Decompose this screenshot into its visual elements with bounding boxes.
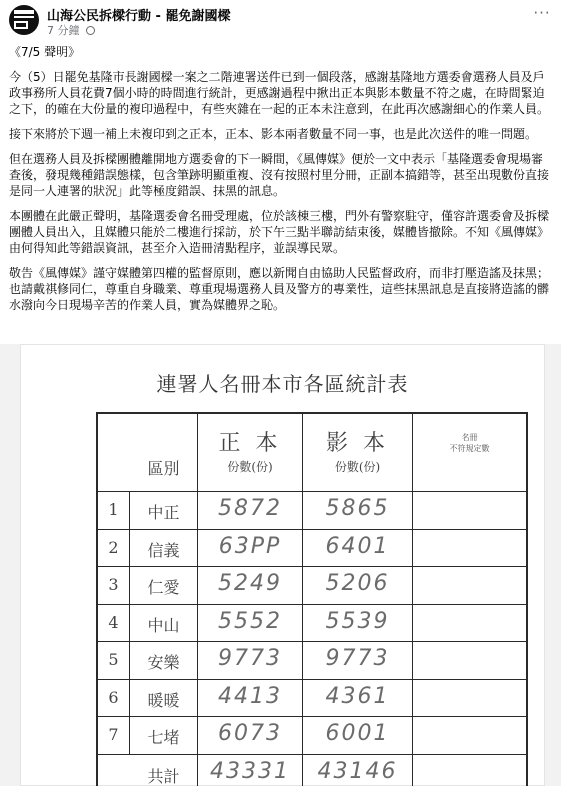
header-original-unit: 份數(份)	[227, 460, 273, 474]
globe-icon	[86, 26, 95, 35]
total-copy-count: 43146	[317, 759, 398, 784]
row-district: 七堵	[147, 728, 180, 747]
table-rule	[96, 412, 528, 414]
row-number: 5	[108, 650, 119, 669]
row-number: 2	[108, 538, 119, 557]
statistics-table	[96, 412, 528, 786]
total-label: 共計	[147, 767, 180, 786]
row-number: 4	[108, 613, 119, 632]
row-number: 3	[108, 575, 119, 594]
post-paragraph: 本團體在此嚴正聲明，基隆選委會名冊受理處，位於該棟三樓，門外有警察駐守，僅容許選委會及拆樑團體人員出入，且媒體只能於二樓進行採訪，於下午三點半聯訪結束後，媒體皆撤除。不知《風傳媒》由何得知此等錯誤資訊，甚至介入造冊清點程序，並誤導民眾。	[9, 209, 550, 255]
post-paragraph: 但在選務人員及拆樑團體離開地方選委會的下一瞬間，《風傳媒》便於一文中表示「基隆選委會現場審查後，發現幾種錯誤態樣，包含筆跡明顯重複、沒有按照村里分冊，正副本搞錯等，甚至出現數份直接是同一人連署的狀況」此等極度錯誤、抹黑的訊息。	[9, 152, 550, 198]
table-rule	[96, 754, 528, 755]
post-photo[interactable]	[0, 344, 561, 786]
avatar-logo-mark	[14, 21, 28, 29]
table-rule	[96, 604, 528, 605]
row-copy-count: 6401	[325, 534, 390, 559]
header-copy-unit: 份數(份)	[334, 460, 381, 474]
row-copy-count: 9773	[325, 646, 390, 671]
row-copy-count: 5206	[325, 571, 390, 596]
row-original-count: 6073	[218, 721, 282, 746]
more-options-button[interactable]: ···	[533, 4, 551, 22]
header-original: 正 本	[218, 431, 282, 456]
table-rule	[96, 716, 528, 717]
row-number: 6	[108, 688, 119, 707]
table-rule	[412, 412, 413, 786]
post-paragraph: 《7/5 聲明》	[9, 45, 81, 59]
post-header	[0, 0, 561, 40]
sheet-title: 連署人名冊本市各區統計表	[156, 372, 409, 396]
header-district: 區別	[147, 459, 180, 478]
row-district: 信義	[147, 541, 180, 560]
header-note-line1: 名冊	[461, 433, 478, 442]
row-original-count: 4413	[218, 684, 282, 709]
table-rule	[96, 491, 528, 492]
header-copy: 影 本	[326, 431, 389, 456]
row-copy-count: 5539	[325, 609, 390, 634]
total-original-count: 43331	[210, 759, 290, 784]
row-district: 安樂	[147, 653, 180, 672]
row-copy-count: 5865	[325, 496, 390, 521]
row-district: 中正	[147, 503, 180, 522]
row-number: 1	[108, 500, 119, 519]
table-rule	[96, 529, 528, 530]
table-rule	[96, 679, 528, 680]
row-original-count: 5552	[218, 609, 282, 634]
statistics-sheet	[20, 344, 545, 786]
post-paragraph: 接下來將於下週一補上未複印到之正本，正本、影本兩者數量不同一事，也是此次送件的唯一問題。	[9, 127, 538, 141]
avatar-logo-mark	[14, 16, 34, 18]
row-number: 7	[108, 725, 119, 744]
table-rule	[96, 641, 528, 642]
post-time[interactable]: 7 分鐘	[47, 24, 80, 37]
row-district: 中山	[147, 616, 180, 635]
post-paragraph: 敬告《風傳媒》謹守媒體第四權的監督原則，應以新聞自由協助人民監督政府，而非打壓造謠及抹黑；也請戴祺修同仁，尊重自身職業、尊重現場選務人員及警方的專業性，這些抹黑訊息是直接將造謠的髒水潑向今日現場辛苦的作業人員，實為媒體界之恥。	[9, 266, 550, 312]
row-district: 暖暖	[147, 691, 180, 710]
row-original-count: 63PP	[218, 534, 282, 559]
table-rule	[96, 566, 528, 567]
table-rule	[526, 412, 528, 786]
row-district: 仁愛	[147, 578, 180, 597]
avatar-logo-mark	[14, 10, 34, 14]
row-original-count: 9773	[218, 646, 282, 671]
page-avatar[interactable]	[9, 5, 39, 35]
page-name-link[interactable]: 山海公民拆樑行動 - 罷免謝國樑	[47, 9, 231, 24]
post-paragraph: 今（5）日罷免基隆市長謝國樑一案之二階連署送件已到一個段落，感謝基隆地方選委會選務人員及戶政事務所人員花費7個小時的時間進行統計，更感謝過程中揪出正本與影本數量不符之處，在時間緊迫之下，的確在大份量的複印過程中，有些夾雜在一起的正本未注意到，在此再次感謝細心的作業人員。	[9, 70, 550, 116]
row-original-count: 5249	[218, 571, 282, 596]
row-original-count: 5872	[218, 496, 282, 521]
post-text	[9, 44, 549, 322]
header-note-line2: 不符規定數	[449, 444, 490, 453]
row-copy-count: 4361	[325, 684, 390, 709]
row-copy-count: 6001	[325, 721, 390, 746]
post-meta	[47, 22, 95, 38]
